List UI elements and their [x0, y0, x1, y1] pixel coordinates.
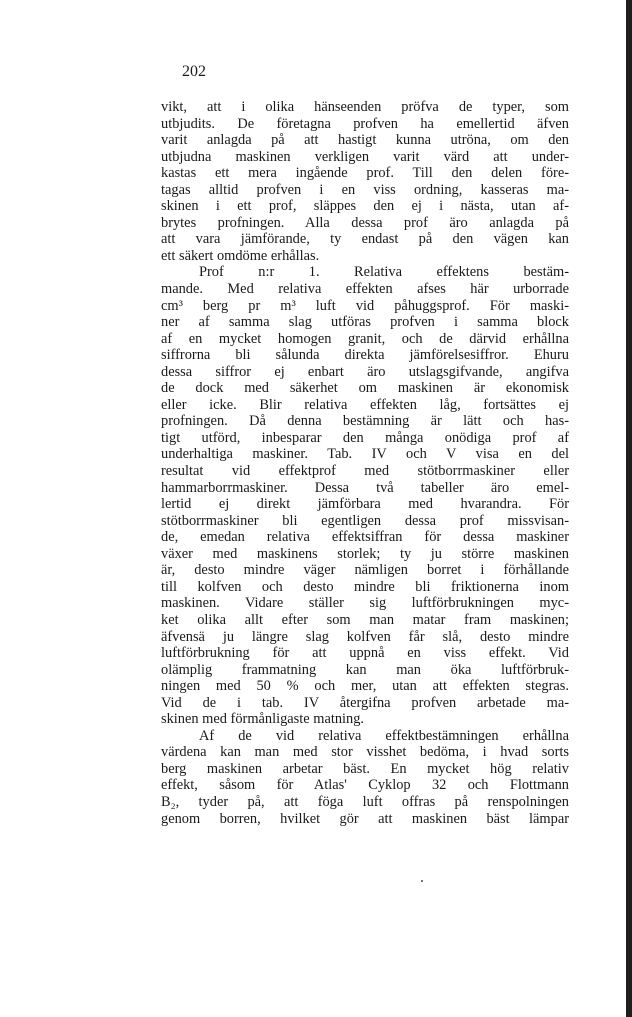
text-line: utbjudits. De företagna profven ha emellertid äfven [161, 115, 569, 132]
text-line: hammarborrmaskiner. Dessa två tabeller äro emel- [161, 479, 569, 496]
text-line: tigt utförd, inbesparar den många onödiga prof af [161, 429, 569, 446]
text-line: att vara jämförande, ty endast på den vägen kan [161, 231, 569, 248]
scan-speck [421, 880, 423, 882]
text-line: varit anlagda på att hastigt kunna utröna, om den [161, 132, 569, 149]
text-line: luftförbrukning för att uppnå en viss effekt. Vid [161, 645, 569, 662]
text-line: de, emedan relativa effektsiffran för dessa maskiner [161, 529, 569, 546]
text-line: profningen. Då denna bestämning är lätt och has- [161, 413, 569, 430]
text-line: effekt, såsom för Atlas' Cyklop 32 och Flottmann [161, 777, 569, 794]
text-line: tagas alltid profven i en viss ordning, kasseras ma- [161, 181, 569, 198]
text-line: till kolfven och desto mindre bli friktionerna inom [161, 578, 569, 595]
paragraph-start-line: Af de vid relativa effektbestämningen erhållna [199, 727, 569, 744]
text-line: dessa siffror ej enbart äro utslagsgifvande, angifva [161, 363, 569, 380]
text-line: Vid de i tab. IV återgifna profven arbetade ma- [161, 694, 569, 711]
text-line: skinen med förmånligaste matning. [161, 711, 365, 728]
text-line: berg maskinen arbetar bäst. En mycket hög relativ [161, 760, 569, 777]
text-line: stötborrmaskiner bli egentligen dessa prof missvisan- [161, 512, 569, 529]
page-edge [626, 0, 632, 1017]
text-line: brytes profningen. Alla dessa prof äro anlagda på [161, 214, 569, 231]
text-line: siffrorna bli sålunda direkta jämförelsesiffror. Ehuru [161, 347, 569, 364]
text-line: ner af samma slag utföras profven i samma block [161, 314, 569, 331]
text-line: af en mycket homogen granit, och de därvid erhållna [161, 330, 569, 347]
page-number: 202 [182, 63, 206, 80]
text-line: B₂, tyder på, att föga luft offras på renspolningen [161, 793, 569, 810]
text-line: lertid ej direkt jämförbara med hvarandra. För [161, 496, 569, 513]
text-line: utbjudna maskinen verkligen varit värd att under- [161, 148, 569, 165]
text-line: mande. Med relativa effekten afses här urborrade [161, 281, 569, 298]
body-text [161, 99, 569, 827]
text-line: skinen i ett prof, släppes den ej i nästa, utan af- [161, 198, 569, 215]
text-line: värdena kan man med stor visshet bedöma, i hvad sorts [161, 744, 569, 761]
text-line: ett säkert omdöme erhållas. [161, 247, 320, 264]
text-line: genom borren, hvilket gör att maskinen bäst lämpar [161, 810, 569, 827]
text-line: underhaltiga maskiner. Tab. IV och V visa en del [161, 446, 569, 463]
text-line: olämplig frammatning kan man öka luftförbruk- [161, 661, 569, 678]
text-line: äfvensä ju längre slag kolfven får slå, desto mindre [161, 628, 569, 645]
text-line: växer med maskinens storlek; ty ju större maskinen [161, 545, 569, 562]
text-line: cm³ berg pr m³ luft vid påhuggsprof. För maski- [161, 297, 569, 314]
text-line: vikt, att i olika hänseenden pröfva de typer, som [161, 99, 569, 115]
text-line: resultat vid effektprof med stötborrmaskiner eller [161, 463, 569, 480]
text-line: ningen med 50 % och mer, utan att effekten stegras. [161, 678, 569, 695]
text-line: kastas ett mera ingående prof. Till den delen före- [161, 165, 569, 182]
text-line: ket olika allt efter som man matar fram maskinen; [161, 611, 569, 628]
section-heading-line: Prof n:r 1. Relativa effektens bestäm- [199, 264, 569, 281]
text-line: maskinen. Vidare ställer sig luftförbrukningen myc- [161, 595, 569, 612]
text-line: eller icke. Blir relativa effekten låg, fortsättes ej [161, 396, 569, 413]
text-line: de dock med säkerhet om maskinen är ekonomisk [161, 380, 569, 397]
text-line: är, desto mindre väger nämligen borret i förhållande [161, 562, 569, 579]
